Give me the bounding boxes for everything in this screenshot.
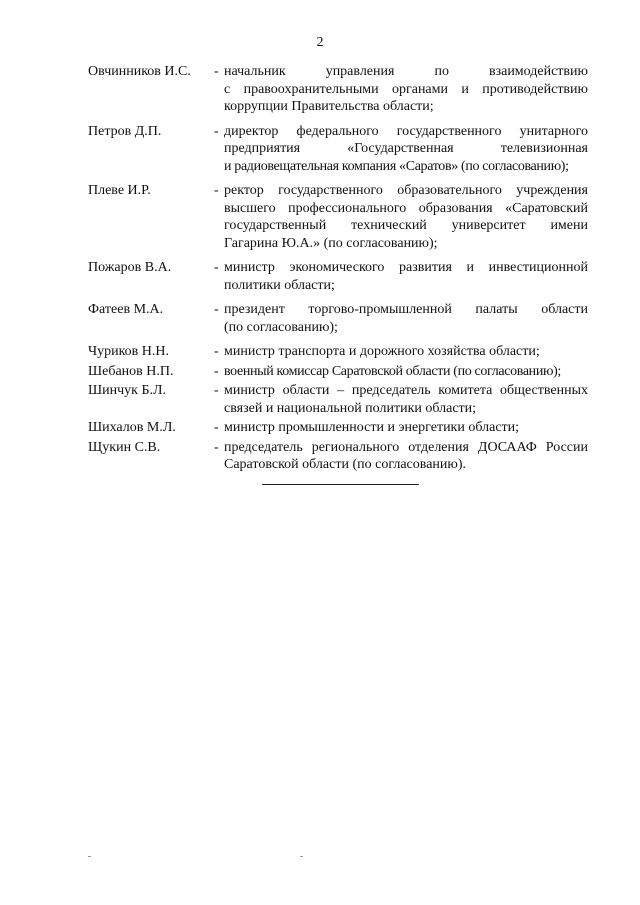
member-position (224, 301, 588, 336)
position-line: политики области; (224, 277, 335, 293)
position-line: коррупции Правительства области; (224, 99, 434, 114)
page-number: 2 (316, 35, 324, 50)
member-name: Шихалов М.Л. (88, 420, 176, 435)
roster-entry (88, 439, 588, 474)
member-name: Щукин С.В. (88, 439, 161, 455)
position-line: директор федерального государственного унитарного (224, 123, 588, 139)
scan-speck (88, 856, 91, 857)
roster-entry (88, 182, 588, 252)
position-line: с правоохранительными органами и противодействию (224, 81, 588, 97)
roster-entry (88, 123, 588, 176)
dash-separator: - (214, 439, 219, 455)
roster-entry (88, 419, 588, 437)
roster-entry (88, 301, 588, 336)
member-name: Петров Д.П. (88, 123, 162, 139)
scan-speck (300, 856, 303, 857)
member-position (224, 363, 588, 381)
member-name: Чуриков Н.Н. (88, 344, 170, 359)
dash-separator: - (214, 123, 219, 139)
position-line: государственный технический университет имени (224, 218, 588, 233)
member-name: Шебанов Н.П. (88, 363, 174, 379)
member-position (224, 123, 588, 176)
closing-rule (262, 484, 419, 485)
position-line: и радиовещательная компания «Саратов» (по согласованию); (224, 158, 569, 174)
roster-entry (88, 343, 588, 361)
dash-separator: - (214, 363, 219, 379)
position-line: начальник управления по взаимодействию (224, 64, 588, 79)
position-line: министр области – председатель комитета общественных (224, 383, 588, 398)
position-line: председатель регионального отделения ДОСААФ России (224, 439, 588, 455)
position-line: министр транспорта и дорожного хозяйства области; (224, 344, 540, 359)
member-name: Фатеев М.А. (88, 302, 164, 317)
dash-separator: - (214, 420, 219, 435)
member-name: Пожаров В.А. (88, 260, 172, 275)
dash-separator: - (214, 64, 219, 79)
member-position (224, 343, 588, 361)
member-roster (88, 63, 588, 476)
position-line: министр промышленности и энергетики области; (224, 420, 520, 435)
member-position (224, 382, 588, 417)
dash-separator: - (214, 260, 219, 275)
roster-entry (88, 382, 588, 417)
dash-separator: - (214, 383, 219, 398)
member-position (224, 63, 588, 116)
member-name: Овчинников И.С. (88, 64, 191, 79)
position-line: связей и национальной политики области; (224, 400, 477, 416)
position-line: высшего профессионального образования «Саратовский (224, 200, 588, 216)
dash-separator: - (214, 183, 219, 198)
dash-separator: - (214, 344, 219, 359)
dash-separator: - (214, 302, 219, 317)
roster-entry (88, 63, 588, 116)
member-position (224, 439, 588, 474)
member-position (224, 259, 588, 294)
position-line: военный комиссар Саратовской области (по согласованию); (224, 363, 561, 379)
roster-entry (88, 259, 588, 294)
position-line: Саратовской области (по согласованию). (224, 457, 467, 472)
position-line: Гагарина Ю.А.» (по согласованию); (224, 235, 438, 251)
position-line: (по согласованию); (224, 319, 338, 335)
position-line: министр экономического развития и инвестиционной (224, 260, 588, 275)
position-line: президент торгово-промышленной палаты области (224, 302, 588, 317)
member-name: Плеве И.Р. (88, 183, 151, 198)
position-line: ректор государственного образовательного учреждения (224, 183, 588, 198)
member-position (224, 182, 588, 252)
position-line: предприятия «Государственная телевизионная (224, 141, 588, 156)
member-position (224, 419, 588, 437)
roster-entry (88, 363, 588, 381)
member-name: Шинчук Б.Л. (88, 383, 166, 398)
